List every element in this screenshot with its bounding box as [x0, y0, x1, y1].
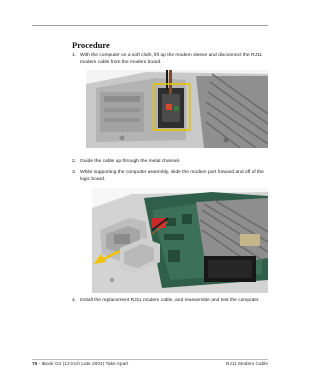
header-divider: [32, 25, 268, 26]
modem-port-photo-illustration: [92, 188, 268, 293]
page-number: 75: [32, 362, 38, 367]
document-title: - iBook G4 (12-inch Late 2004) Take Apart: [38, 362, 129, 367]
step-text: While supporting the computer assembly, slide the modem port forward and off of the logic board.: [80, 170, 264, 182]
footer-left: [32, 362, 128, 367]
section-heading: Procedure: [72, 40, 110, 50]
modem-sleeve-photo: [86, 70, 268, 148]
step-text: Install the replacement RJ11 modem cable, and reassemble and test the computer.: [80, 298, 260, 303]
step-number: 3.: [72, 170, 77, 175]
step-text: Guide the cable up through the metal channel.: [80, 159, 181, 164]
step-text: With the computer on a soft cloth, lift up the modem sleeve and disconnect the RJ11 modem cable from the modem board.: [80, 53, 263, 65]
modem-sleeve-photo-illustration: [86, 70, 268, 148]
step-number: 2.: [72, 159, 77, 164]
modem-port-photo: [92, 188, 268, 293]
footer-divider: [32, 359, 268, 360]
step-number: 4.: [72, 298, 77, 303]
footer-section-title: RJ11 Modem Cable: [225, 362, 268, 367]
step-number: 1.: [72, 53, 77, 58]
